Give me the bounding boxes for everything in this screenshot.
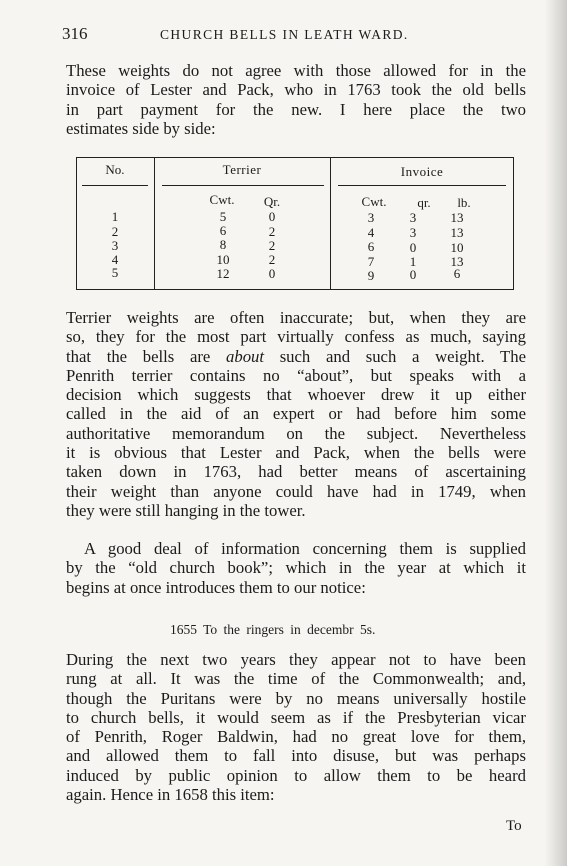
text-line: A good deal of information concerning them is supplied xyxy=(84,539,526,558)
text-line: in part payment for the new. I here place the two xyxy=(66,99,526,119)
col-header-terrier-cwt: Cwt. xyxy=(209,192,235,207)
cell-terrier-qr: 2 xyxy=(268,224,276,239)
cell-terrier-qr: 2 xyxy=(268,252,276,267)
page-number: 316 xyxy=(62,24,88,43)
col-header-no: No. xyxy=(105,162,125,177)
col-header-terrier: Terrier xyxy=(222,162,262,177)
text-run: such and such a weight. The xyxy=(264,346,526,366)
cell-terrier-cwt: 8 xyxy=(219,237,227,252)
text-line: induced by public opinion to allow them to be heard xyxy=(66,765,526,785)
cell-invoice-lb: 6 xyxy=(453,266,461,281)
cell-invoice-qr: 0 xyxy=(409,267,417,282)
text-line: Terrier weights are often inaccurate; but, when they are xyxy=(66,308,526,327)
emphasis-about: about xyxy=(226,346,265,366)
text-line: Penrith terrier contains no “about”, but speaks with a xyxy=(66,365,526,385)
cell-invoice-lb: 13 xyxy=(450,225,464,240)
page-header xyxy=(62,24,532,48)
cell-invoice-cwt: 4 xyxy=(367,225,375,240)
text-line: estimates side by side: xyxy=(66,118,216,138)
text-line: again. Hence in 1658 this item: xyxy=(66,785,275,805)
col-header-invoice-lb: lb. xyxy=(457,195,471,210)
text-line xyxy=(66,347,526,366)
text-line: they were still hanging in the tower. xyxy=(66,500,306,520)
text-line: their weight than anyone could have had in 1749, when xyxy=(66,481,526,501)
text-line: invoice of Lester and Pack, who in 1763 took the old bells xyxy=(66,80,526,100)
col-header-invoice: Invoice xyxy=(400,164,444,179)
table-header-rule xyxy=(338,185,506,186)
cell-no: 1 xyxy=(111,209,119,224)
text-line: These weights do not agree with those allowed for in the xyxy=(66,61,526,80)
table-header-rule xyxy=(82,185,148,186)
text-line: rung at all. It was the time of the Commonwealth; and, xyxy=(66,669,526,689)
cell-invoice-lb: 13 xyxy=(450,254,464,269)
cell-no: 3 xyxy=(111,238,119,253)
running-head: CHURCH BELLS IN LEATH WARD. xyxy=(160,27,409,42)
cell-invoice-qr: 1 xyxy=(409,254,417,269)
table-header-rule xyxy=(162,185,324,186)
weights-table xyxy=(76,157,514,291)
church-book-paragraph xyxy=(66,539,526,597)
commonwealth-paragraph xyxy=(66,650,526,804)
cell-terrier-qr: 0 xyxy=(268,209,276,224)
text-line: it is obvious that Lester and Pack, when the bells were xyxy=(66,443,526,463)
cell-terrier-cwt: 5 xyxy=(219,209,227,224)
text-line: During the next two years they appear not to have been xyxy=(66,650,526,669)
col-header-invoice-qr: qr. xyxy=(417,195,431,210)
table-bottom-rule xyxy=(76,289,514,290)
text-line: and allowed them to fall into disuse, but was perhaps xyxy=(66,746,526,766)
cell-invoice-qr: 3 xyxy=(409,225,417,240)
cell-terrier-qr: 2 xyxy=(268,238,276,253)
page-edge-shadow xyxy=(545,0,567,866)
terrier-paragraph xyxy=(66,308,526,520)
col-header-invoice-cwt: Cwt. xyxy=(361,194,387,209)
text-line: to church bells, it would seem as if the Presbyterian vicar xyxy=(66,707,526,727)
table-top-rule xyxy=(76,157,514,158)
text-line: of Penrith, Roger Baldwin, had no great love for them, xyxy=(66,727,526,747)
cell-invoice-cwt: 7 xyxy=(367,254,375,269)
cell-terrier-cwt: 6 xyxy=(219,223,227,238)
text-line: authoritative memorandum on the subject. Nevertheless xyxy=(66,423,526,443)
text-line: taken down in 1763, had better means of ascertaining xyxy=(66,462,526,482)
cell-terrier-qr: 0 xyxy=(268,266,276,281)
col-header-terrier-qr: Qr. xyxy=(263,194,281,209)
cell-invoice-cwt: 9 xyxy=(367,268,375,283)
text-line: by the “old church book”; which in the year at which it xyxy=(66,558,526,578)
cell-invoice-cwt: 6 xyxy=(367,239,375,254)
text-line: so, they for the most part virtually confess as much, saying xyxy=(66,327,526,347)
intro-paragraph xyxy=(66,61,526,138)
cell-no: 4 xyxy=(111,252,119,267)
cell-invoice-qr: 3 xyxy=(409,210,417,225)
text-line: decision which suggests that whoever drew it up either xyxy=(66,385,526,405)
cell-terrier-cwt: 10 xyxy=(216,252,230,267)
cell-no: 5 xyxy=(111,265,119,280)
catchword: To xyxy=(506,818,522,834)
text-line: called in the aid of an expert or had before him some xyxy=(66,404,526,424)
quoted-entry: 1655 To the ringers in decembr 5s. xyxy=(170,622,376,637)
cell-terrier-cwt: 12 xyxy=(216,266,230,281)
cell-invoice-lb: 10 xyxy=(450,240,464,255)
text-line: though the Puritans were by no means universally hostile xyxy=(66,688,526,708)
text-line: begins at once introduces them to our notice: xyxy=(66,577,366,597)
cell-invoice-lb: 13 xyxy=(450,210,464,225)
cell-invoice-cwt: 3 xyxy=(367,210,375,225)
cell-invoice-qr: 0 xyxy=(409,240,417,255)
cell-no: 2 xyxy=(111,224,119,239)
text-run: that the bells are xyxy=(66,346,226,366)
